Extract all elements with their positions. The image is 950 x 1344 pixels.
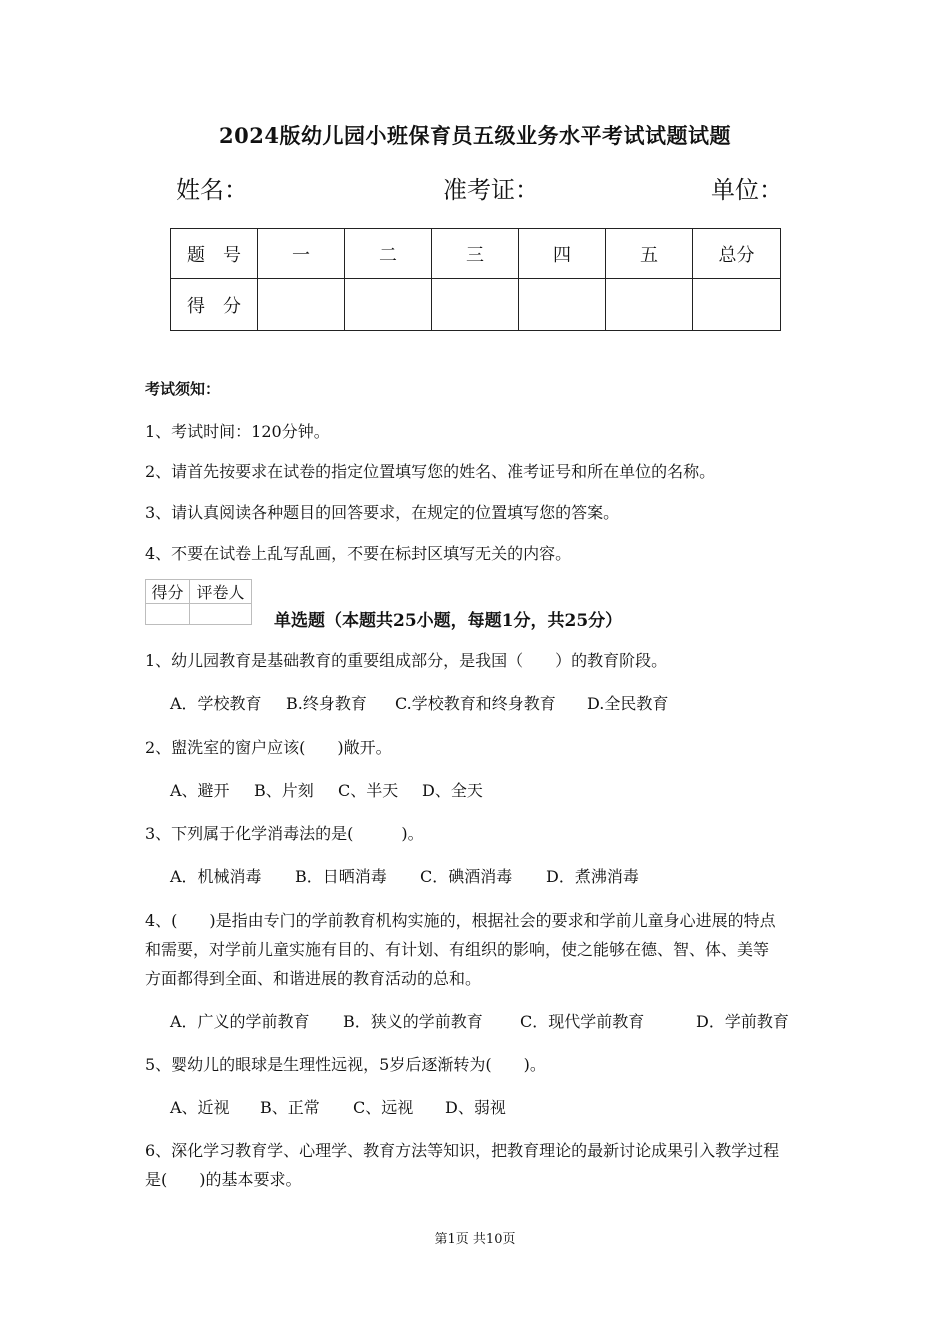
question-text: 方面都得到全面、和谐进展的教育活动的总和。 <box>145 969 482 988</box>
question-text: 4、( )是指由专门的学前教育机构实施的，根据社会的要求和学前儿童身心进展的特点 <box>145 911 776 930</box>
score-cell <box>519 279 606 331</box>
option: B、片刻 <box>254 781 314 800</box>
question-text: 2、盥洗室的窗户应该( )敞开。 <box>145 738 392 757</box>
question-options <box>170 778 483 801</box>
section-title: 单选题（本题共25小题，每题1分，共25分） <box>274 611 623 631</box>
score-table-column: 一 <box>258 229 345 279</box>
grader-score-label: 得分 <box>146 580 190 604</box>
score-cell <box>606 279 693 331</box>
grader-name-cell <box>190 604 252 625</box>
notice-item: 2、请首先按要求在试卷的指定位置填写您的姓名、准考证号和所在单位的名称。 <box>145 462 716 481</box>
score-table-header-label: 题 号 <box>171 229 258 279</box>
option: C．碘酒消毒 <box>420 867 513 886</box>
name-field-label: 姓名： <box>176 176 248 204</box>
score-table-column: 三 <box>432 229 519 279</box>
option: A．机械消毒 <box>170 867 262 886</box>
score-table-header-row <box>171 229 781 279</box>
score-table-column: 四 <box>519 229 606 279</box>
option: B．日晒消毒 <box>295 867 387 886</box>
question-options <box>170 691 668 714</box>
score-cell <box>693 279 781 331</box>
score-table-column: 二 <box>345 229 432 279</box>
option: C、远视 <box>353 1098 414 1117</box>
notice-item: 1、考试时间：120分钟。 <box>145 422 330 441</box>
option: C.学校教育和终身教育 <box>395 694 556 713</box>
option: A、近视 <box>170 1098 230 1117</box>
option: D．煮沸消毒 <box>546 867 639 886</box>
exam-id-field-label: 准考证： <box>443 176 539 204</box>
question-text: 1、幼儿园教育是基础教育的重要组成部分，是我国（ ）的教育阶段。 <box>145 651 668 670</box>
score-table-score-row <box>171 279 781 331</box>
score-table-column: 五 <box>606 229 693 279</box>
score-table-column: 总分 <box>693 229 781 279</box>
option: A．学校教育 <box>170 694 262 713</box>
grader-score-cell <box>146 604 190 625</box>
score-cell <box>258 279 345 331</box>
option: B、正常 <box>260 1098 320 1117</box>
question-text: 5、婴幼儿的眼球是生理性远视，5岁后逐渐转为( )。 <box>145 1055 546 1074</box>
notice-heading: 考试须知： <box>145 380 221 398</box>
unit-field-label: 单位： <box>711 176 783 204</box>
score-table-row-label: 得 分 <box>171 279 258 331</box>
option: A、避开 <box>170 781 230 800</box>
question-options <box>170 1009 789 1032</box>
question-text: 6、深化学习教育学、心理学、教育方法等知识，把教育理论的最新讨论成果引入教学过程 <box>145 1141 780 1160</box>
question-options <box>170 864 639 887</box>
question-text: 3、下列属于化学消毒法的是( )。 <box>145 824 424 843</box>
score-cell <box>345 279 432 331</box>
exam-title: 2024版幼儿园小班保育员五级业务水平考试试题试题 <box>219 123 731 148</box>
question-text: 和需要，对学前儿童实施有目的、有计划、有组织的影响，使之能够在德、智、体、美等 <box>145 940 770 959</box>
option: D、弱视 <box>445 1098 506 1117</box>
grader-box <box>145 579 252 625</box>
option: B.终身教育 <box>286 694 367 713</box>
option: D.全民教育 <box>587 694 669 713</box>
grader-name-label: 评卷人 <box>190 580 252 604</box>
question-options <box>170 1095 506 1118</box>
option: D．学前教育 <box>696 1012 789 1031</box>
notice-item: 3、请认真阅读各种题目的回答要求，在规定的位置填写您的答案。 <box>145 503 620 522</box>
option: D、全天 <box>422 781 483 800</box>
score-cell <box>432 279 519 331</box>
option: C、半天 <box>338 781 399 800</box>
score-table <box>170 228 781 331</box>
notice-item: 4、不要在试卷上乱写乱画，不要在标封区填写无关的内容。 <box>145 544 572 563</box>
option: B．狭义的学前教育 <box>343 1012 483 1031</box>
option: C．现代学前教育 <box>520 1012 645 1031</box>
question-text: 是( )的基本要求。 <box>145 1170 302 1189</box>
option: A．广义的学前教育 <box>170 1012 310 1031</box>
page-footer: 第1页 共10页 <box>434 1232 516 1247</box>
